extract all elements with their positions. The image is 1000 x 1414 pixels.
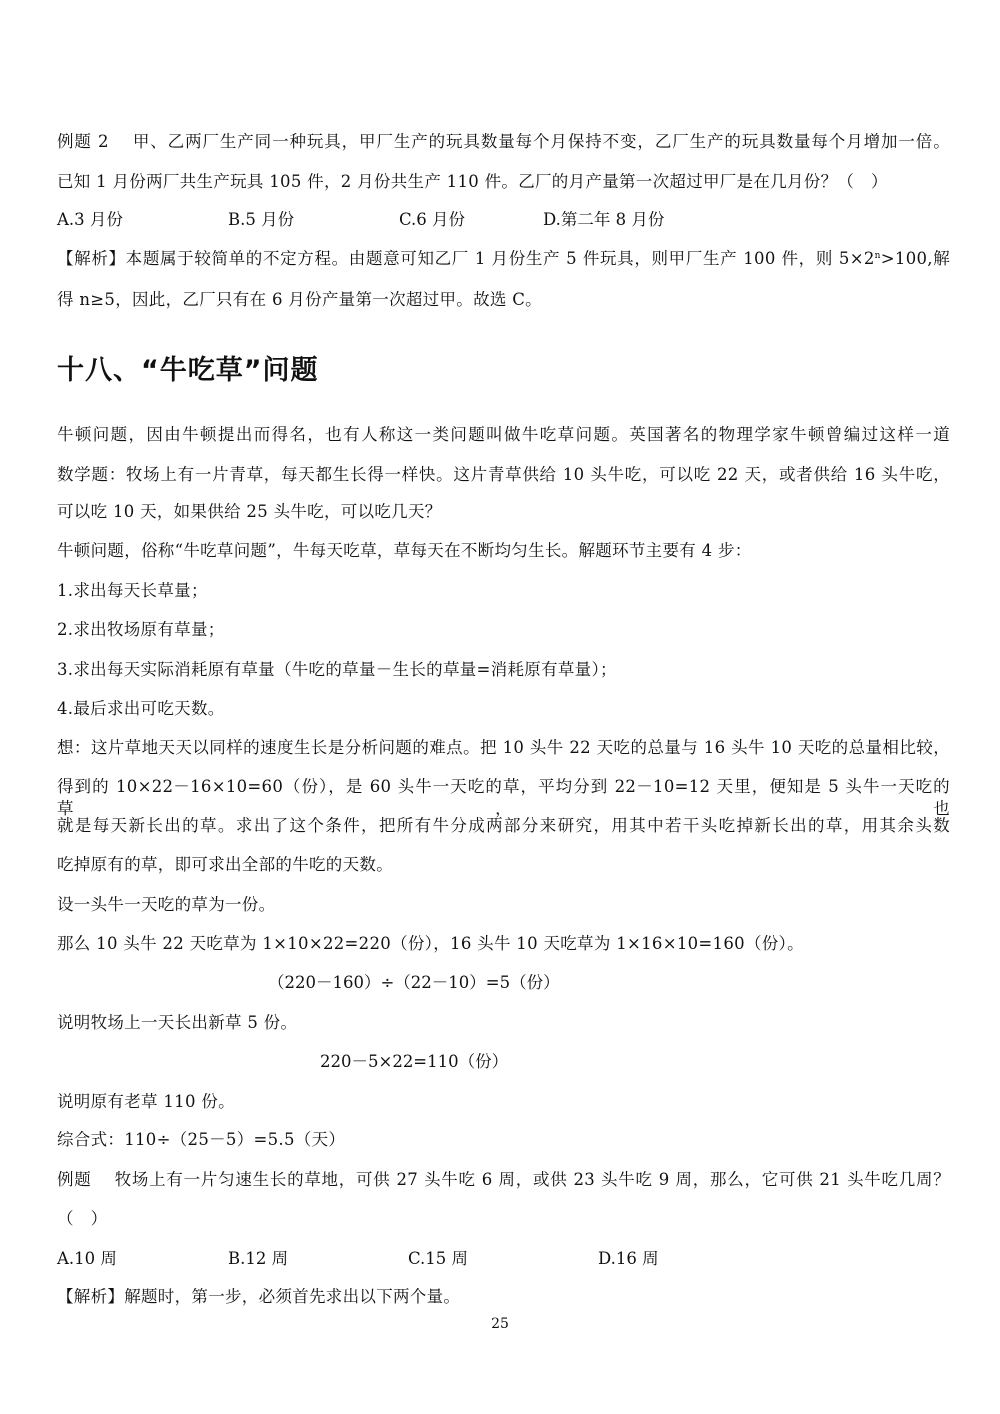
analysis-superscript: n [874, 251, 881, 261]
step-3: 3.求出每天实际消耗原有草量（牛吃的草量－生长的草量=消耗原有草量）； [57, 660, 617, 679]
calculation-line: 那么 10 头牛 22 天吃草为 1×10×22=220（份），16 头牛 10 天吃草为 1×16×10=160（份）。 [57, 934, 804, 953]
equation-1: （220－160）÷（22－10）=5（份） [268, 973, 560, 992]
step-4: 4.最后求出可吃天数。 [57, 699, 225, 718]
intro-paragraph-line-1: 牛顿问题，因由牛顿提出而得名，也有人称这一类问题叫做牛吃草问题。英国著名的物理学家牛顿曾编过这样一道 [57, 425, 950, 444]
section-heading: 十八、“牛吃草”问题 [57, 355, 319, 386]
think-paragraph-line-2: 得到的 10×22－16×10=60（份），是 60 头牛一天吃的草，平均分到 22－10=12 天里，便知是 5 头牛一天吃的草，也 [57, 777, 950, 818]
think-paragraph-line-3: 就是每天新长出的草。求出了这个条件，把所有牛分成两部分来研究，用其中若干头吃掉新长出的草，用其余头数 [57, 816, 950, 835]
think-paragraph-line-1: 想：这片草地天天以同样的速度生长是分析问题的难点。把 10 头牛 22 天吃的总量与 16 头牛 10 天吃的总量相比较， [57, 738, 950, 757]
combined-formula: 综合式：110÷（25－5）=5.5（天） [57, 1130, 346, 1149]
assumption-line: 设一头牛一天吃的草为一份。 [57, 895, 276, 914]
example3-question-line-1: 例题 牧场上有一片匀速生长的草地，可供 27 头牛吃 6 周，或供 23 头牛吃 9 周，那么，它可供 21 头牛吃几周？ [57, 1170, 950, 1189]
example2-question-line-2: 已知 1 月份两厂共生产玩具 105 件，2 月份共生产 110 件。乙厂的月产量第一次超过甲厂是在几月份？（ ） [57, 172, 888, 191]
example2-option-a: A.3 月份 [57, 210, 123, 229]
equation-2: 220－5×22=110（份） [320, 1052, 509, 1071]
method-paragraph: 牛顿问题，俗称“牛吃草问题”，牛每天吃草，草每天在不断均匀生长。解题环节主要有 4 步： [57, 541, 752, 560]
example2-analysis-line-1 [57, 248, 950, 270]
example3-option-a: A.10 周 [57, 1249, 117, 1268]
example3-option-d: D.16 周 [598, 1249, 659, 1268]
analysis-text-post: >100,解 [880, 249, 950, 268]
example2-analysis-line-2: 得 n≥5，因此，乙厂只有在 6 月份产量第一次超过甲。故选 C。 [57, 290, 542, 309]
think-paragraph-line-4: 吃掉原有的草，即可求出全部的牛吃的天数。 [57, 855, 393, 874]
example2-option-b: B.5 月份 [228, 210, 295, 229]
intro-paragraph-line-3: 可以吃 10 天，如果供给 25 头牛吃，可以吃几天？ [57, 502, 442, 521]
example2-question-line-1: 例题 2 甲、乙两厂生产同一种玩具，甲厂生产的玩具数量每个月保持不变，乙厂生产的玩具数量每个月增加一倍。 [57, 132, 950, 151]
example3-option-c: C.15 周 [408, 1249, 469, 1268]
page-number: 25 [491, 1316, 509, 1332]
example3-option-b: B.12 周 [228, 1249, 289, 1268]
step-1: 1.求出每天长草量； [57, 581, 208, 600]
step-2: 2.求出牧场原有草量； [57, 620, 225, 639]
intro-paragraph-line-2: 数学题：牧场上有一片青草，每天都生长得一样快。这片青草供给 10 头牛吃，可以吃 22 天，或者供给 16 头牛吃， [57, 465, 950, 484]
example2-option-c: C.6 月份 [399, 210, 466, 229]
example2-option-d: D.第二年 8 月份 [543, 210, 665, 229]
explanation-2: 说明原有老草 110 份。 [57, 1092, 235, 1111]
explanation-1: 说明牧场上一天长出新草 5 份。 [57, 1013, 298, 1032]
example3-question-line-2: （ ） [57, 1209, 108, 1228]
analysis-text-pre: 【解析】本题属于较简单的不定方程。由题意可知乙厂 1 月份生产 5 件玩具，则甲厂生产 100 件，则 5×2 [57, 249, 875, 268]
example3-analysis: 【解析】解题时，第一步，必须首先求出以下两个量。 [57, 1287, 461, 1306]
